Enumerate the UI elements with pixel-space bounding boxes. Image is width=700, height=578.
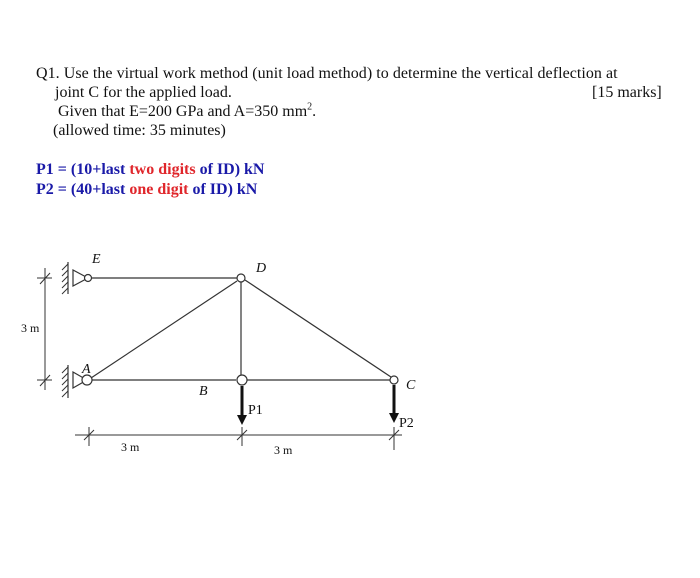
marks-label: [15 marks] — [592, 84, 662, 101]
joint-D — [237, 274, 245, 282]
label-P1: P1 — [248, 403, 263, 418]
dim-span1-label: 3 m — [121, 440, 140, 454]
dim-span2-label: 3 m — [274, 443, 293, 457]
label-C: C — [406, 378, 416, 393]
joint-E — [85, 275, 92, 282]
given-suffix: . — [312, 103, 317, 120]
given-text: Given that E=200 GPa and A=350 mm — [58, 103, 308, 120]
p1-highlight: two digits — [129, 161, 196, 178]
label-E: E — [92, 252, 101, 267]
p2-highlight: one digit — [129, 181, 189, 198]
load-arrow-P1 — [237, 386, 247, 425]
question-line-1: Q1. Use the virtual work method (unit load method) to determine the vertical deflection at — [36, 65, 618, 82]
superscript: 2 — [307, 101, 313, 113]
question-line-2: joint C for the applied load. — [55, 84, 232, 101]
label-B: B — [199, 384, 208, 399]
p2-prefix: P2 = (40+last — [36, 181, 130, 198]
dim-vertical-label: 3 m — [21, 321, 40, 335]
label-P2: P2 — [399, 416, 414, 431]
joint-C — [390, 376, 398, 384]
label-A: A — [82, 362, 91, 377]
member-AD — [91, 281, 237, 378]
load-arrow-P2 — [389, 385, 399, 423]
joint-B — [237, 375, 247, 385]
member-DC — [245, 280, 391, 377]
dimension-lines — [37, 268, 402, 450]
p2-suffix: of ID) kN — [188, 181, 258, 198]
label-D: D — [256, 261, 267, 276]
p1-prefix: P1 = (10+last — [36, 161, 130, 178]
allowed-time: (allowed time: 35 minutes) — [53, 122, 226, 139]
p1-suffix: of ID) kN — [195, 161, 265, 178]
